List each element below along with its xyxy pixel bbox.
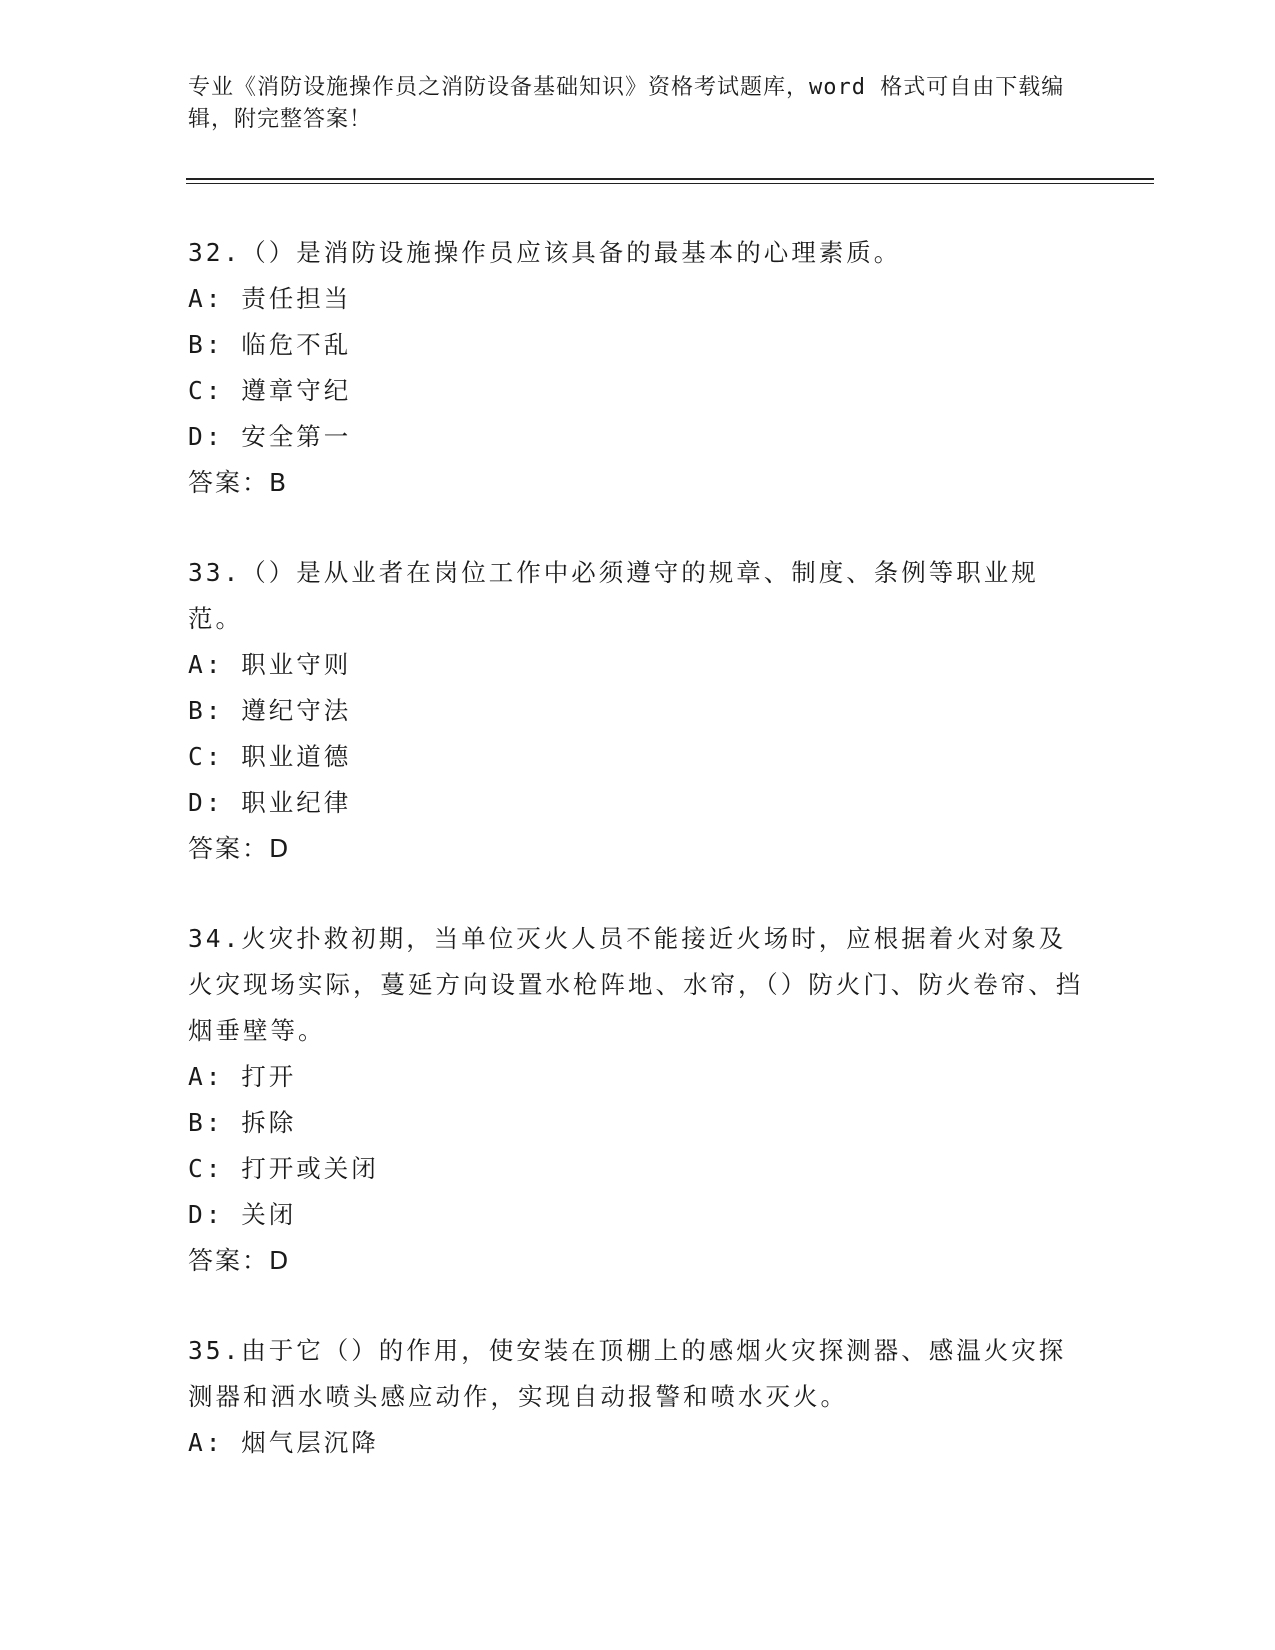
question-stem: 34.火灾扑救初期，当单位灭火人员不能接近火场时，应根据着火对象及火灾现场实际，蔓延方向设置水枪阵地、水帘，（）防火门、防火卷帘、挡烟垂壁等。 bbox=[188, 924, 1084, 1045]
option-c: C: 遵章守纪 bbox=[188, 376, 352, 405]
option-b: B: 拆除 bbox=[188, 1108, 297, 1137]
option-d: D: 安全第一 bbox=[188, 422, 352, 451]
question-list bbox=[188, 230, 1088, 1510]
header-divider bbox=[186, 178, 1154, 184]
option-b: B: 临危不乱 bbox=[188, 330, 352, 359]
question-stem: 35.由于它（）的作用，使安装在顶棚上的感烟火灾探测器、感温火灾探测器和洒水喷头感应动作，实现自动报警和喷水灭火。 bbox=[188, 1336, 1067, 1411]
option-a: A: 打开 bbox=[188, 1062, 297, 1091]
question-34 bbox=[188, 916, 1088, 1284]
option-b: B: 遵纪守法 bbox=[188, 696, 352, 725]
answer: 答案：B bbox=[188, 468, 289, 497]
answer: 答案：D bbox=[188, 1246, 291, 1275]
question-35 bbox=[188, 1328, 1088, 1466]
answer: 答案：D bbox=[188, 834, 291, 863]
option-c: C: 打开或关闭 bbox=[188, 1154, 379, 1183]
question-stem: 32.（）是消防设施操作员应该具备的最基本的心理素质。 bbox=[188, 238, 902, 267]
question-32 bbox=[188, 230, 1088, 506]
question-stem: 33.（）是从业者在岗位工作中必须遵守的规章、制度、条例等职业规范。 bbox=[188, 558, 1039, 633]
option-d: D: 职业纪律 bbox=[188, 788, 352, 817]
option-a: A: 烟气层沉降 bbox=[188, 1428, 379, 1457]
option-a: A: 职业守则 bbox=[188, 650, 352, 679]
document-header: 专业《消防设施操作员之消防设备基础知识》资格考试题库，word 格式可自由下载编辑，附完整答案！ bbox=[188, 75, 1065, 132]
option-c: C: 职业道德 bbox=[188, 742, 352, 771]
option-a: A: 责任担当 bbox=[188, 284, 352, 313]
question-33 bbox=[188, 550, 1088, 872]
option-d: D: 关闭 bbox=[188, 1200, 297, 1229]
